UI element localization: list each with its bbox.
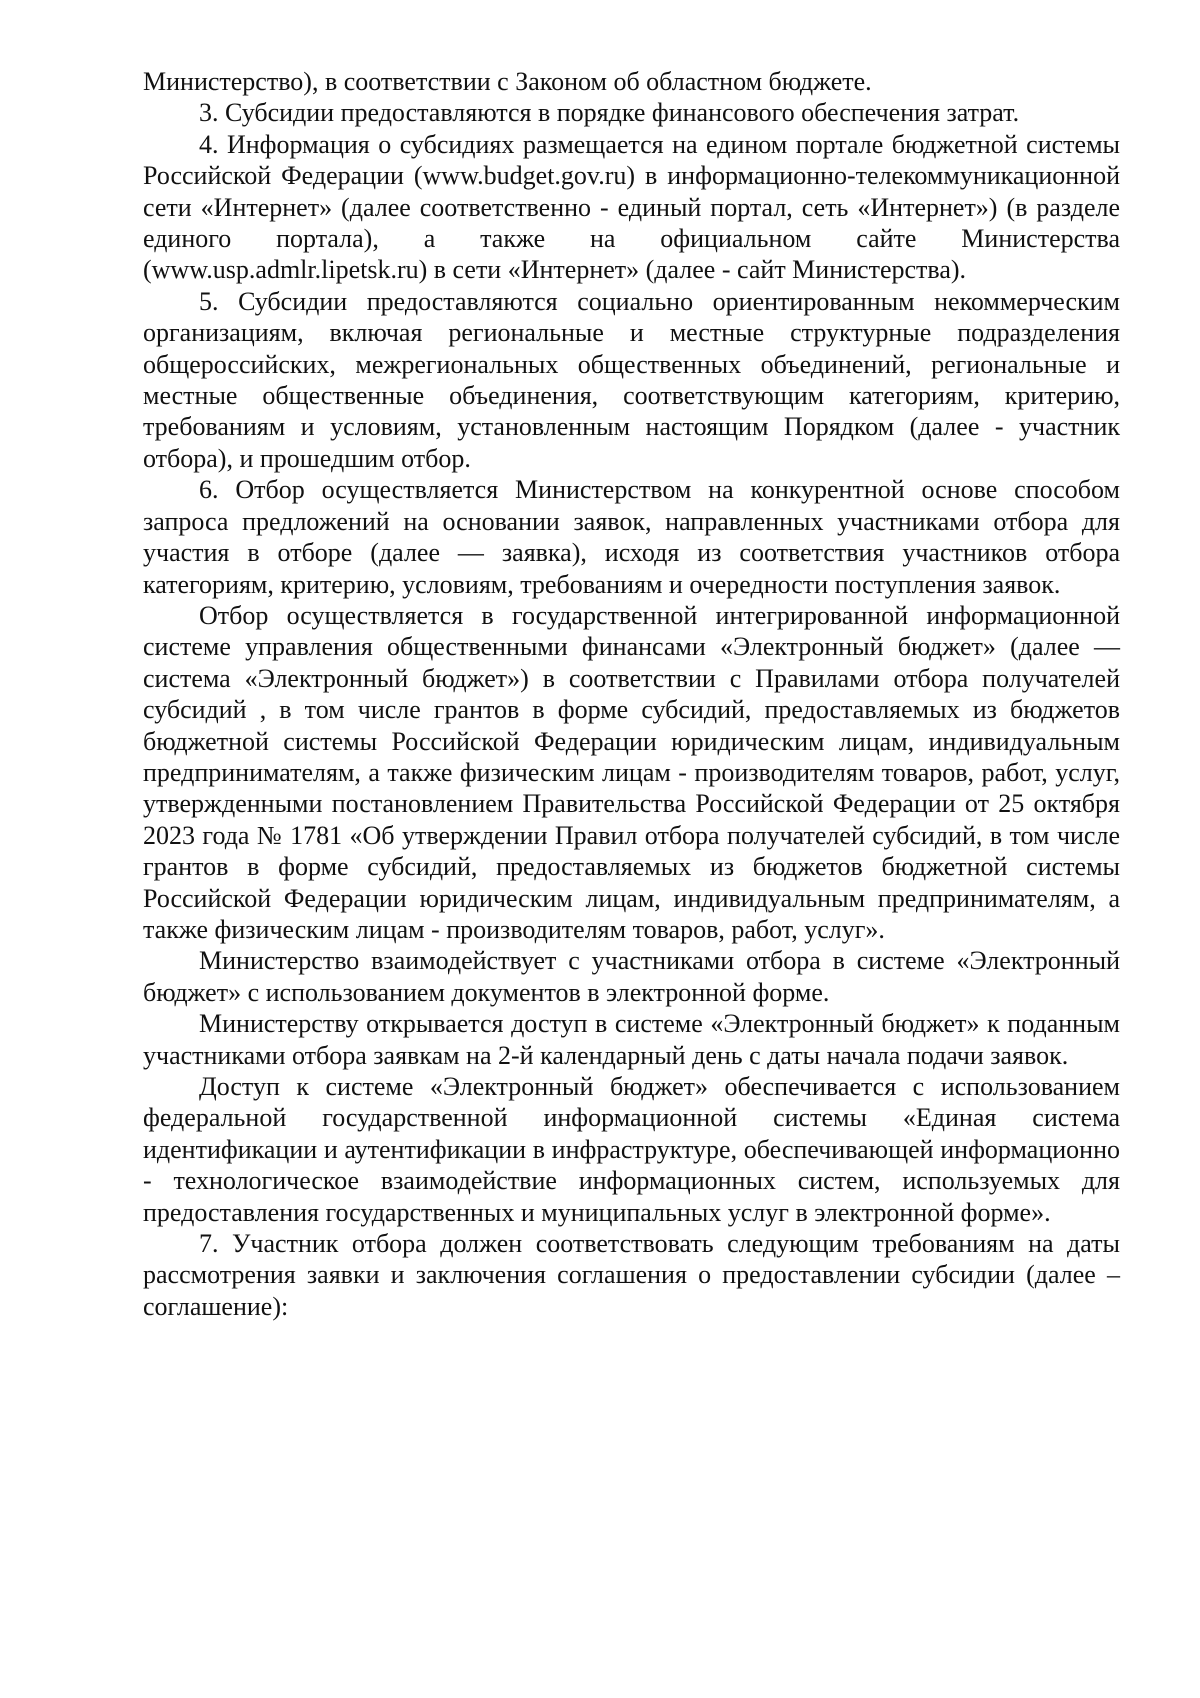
paragraph-ministry-interaction: Министерство взаимодействует с участниками отбора в системе «Электронный бюджет» с использованием документов в электронной форме. <box>143 946 1120 1007</box>
document-page <box>143 66 1120 1322</box>
paragraph-intro-continuation: Министерство), в соответствии с Законом об областном бюджете. <box>143 67 872 96</box>
paragraph-item-6: 6. Отбор осуществляется Министерством на конкурентной основе способом запроса предложений на основании заявок, направленных участниками отбора для участия в отборе (далее — заявка), исходя из соответствия участников отбора категориям, критерию, условиям, требованиям и очередности поступления заявок. <box>143 475 1120 599</box>
paragraph-item-5: 5. Субсидии предоставляются социально ориентированным некоммерческим организациям, включая региональные и местные структурные подразделения общероссийских, межрегиональных общественных объединений, региональные и местные общественные объединения, соответствующим категориям, критерию, требованиям и условиям, установленным настоящим Порядком (далее - участник отбора), и прошедшим отбор. <box>143 286 1120 473</box>
paragraph-item-4: 4. Информация о субсидиях размещается на едином портале бюджетной системы Российской Федерации (www.budget.gov.ru) в информационно-телекоммуникационной сети «Интернет» (далее соответственно - единый портал, сеть «Интернет») (в разделе единого портала), а также на официальном сайте Министерства (www.usp.admlr.lipetsk.ru) в сети «Интернет» (далее - сайт Министерства). <box>143 129 1120 285</box>
paragraph-item-3: 3. Субсидии предоставляются в порядке финансового обеспечения затрат. <box>199 98 1020 128</box>
paragraph-item-7: 7. Участник отбора должен соответствовать следующим требованиям на даты рассмотрения заявки и заключения соглашения о предоставлении субсидии (далее – соглашение): <box>143 1229 1120 1321</box>
paragraph-ministry-access: Министерству открывается доступ в системе «Электронный бюджет» к поданным участниками отбора заявкам на 2-й календарный день с даты начала подачи заявок. <box>143 1009 1120 1070</box>
paragraph-selection-system: Отбор осуществляется в государственной интегрированной информационной системе управления общественными финансами «Электронный бюджет» (далее — система «Электронный бюджет») в соответствии с Правилами отбора получателей субсидий , в том числе грантов в форме субсидий, предоставляемых из бюджетов бюджетной системы Российской Федерации юридическим лицам, индивидуальным предпринимателям, а также физическим лицам - производителям товаров, работ, услуг, утвержденными постановлением Правительства Российской Федерации от 25 октября 2023 года № 1781 «Об утверждении Правил отбора получателей субсидий, в том числе грантов в форме субсидий, предоставляемых из бюджетов бюджетной системы Российской Федерации юридическим лицам, индивидуальным предпринимателям, а также физическим лицам - производителям товаров, работ, услуг». <box>143 600 1120 944</box>
paragraph-system-access: Доступ к системе «Электронный бюджет» обеспечивается с использованием федеральной государственной информационной системы «Единая система идентификации и аутентификации в инфраструктуре, обеспечивающей информационно - технологическое взаимодействие информационных систем, используемых для предоставления государственных и муниципальных услуг в электронной форме». <box>143 1072 1120 1227</box>
